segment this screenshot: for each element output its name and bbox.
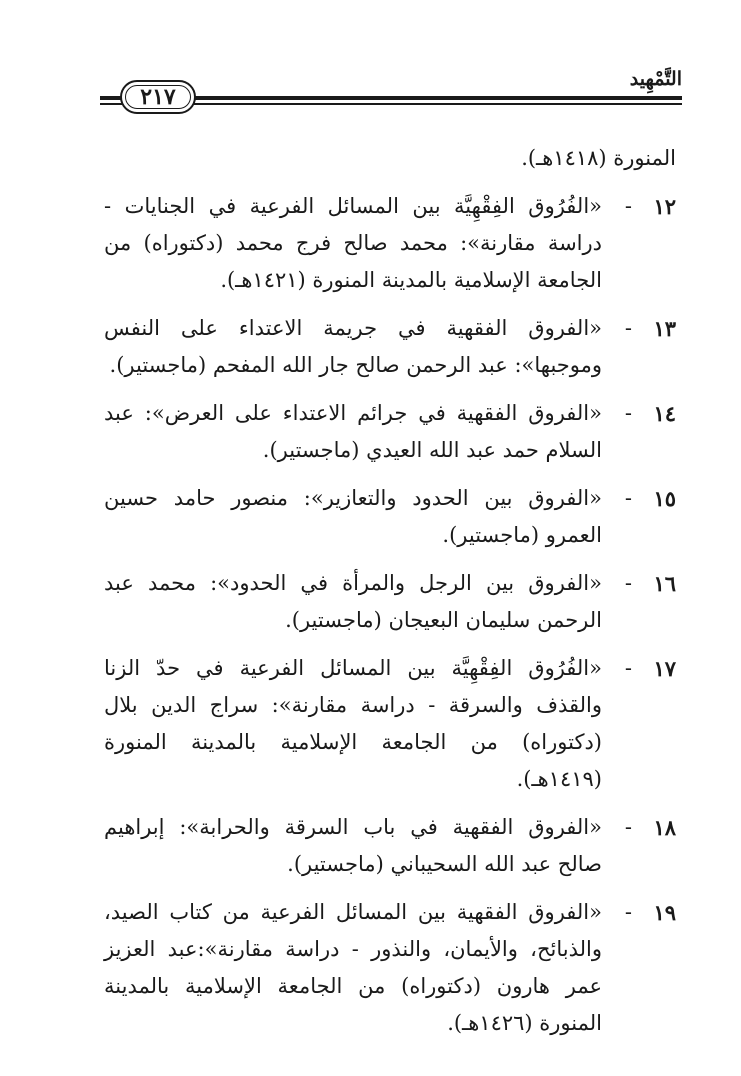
list-item-17 (104, 650, 676, 798)
list-item-12 (104, 188, 676, 299)
list-item-text: «الفروق الفقهية بين المسائل الفرعية من كتاب الصيد، والذبائح، والأيمان، والنذور - دراسة مقارنة»:عبد العزيز عمر هارون (دكتوراه) من الجامعة الإسلامية بالمدينة المنورة (١٤٢٦هـ). (104, 900, 602, 1035)
list-item-text: «الفُرُوق الفِقْهِيَّة بين المسائل الفرعية في الجنايات - دراسة مقارنة»: محمد صالح فرج محمد (دكتوراه) من الجامعة الإسلامية بالمدينة المنورة (١٤٢١هـ). (104, 194, 602, 292)
list-item-dash: - (624, 401, 632, 425)
list-item-15 (104, 480, 676, 554)
list-item-dash: - (624, 656, 632, 680)
list-item-19 (104, 894, 676, 1042)
list-item-14 (104, 395, 676, 469)
list-item-dash: - (624, 900, 632, 924)
list-item-dash: - (624, 316, 632, 340)
list-item-number: ١٣ (653, 316, 676, 341)
list-item-text: «الفُرُوق الفِقْهِيَّة بين المسائل الفرعية في حدّ الزنا والقذف والسرقة - دراسة مقارنة»: سراج الدين بلال (دكتوراه) من الجامعة الإسلامية بالمدينة المنورة (١٤١٩هـ). (104, 656, 602, 791)
page-number: ٢١٧ (140, 84, 176, 110)
list-item-18 (104, 809, 676, 883)
continued-entry (104, 140, 676, 177)
list-item-dash: - (624, 486, 632, 510)
list-item-number: ١٦ (653, 571, 676, 596)
list-item-number: ١٥ (653, 486, 676, 511)
list-item-dash: - (624, 194, 632, 218)
list-item-number: ١٢ (653, 194, 676, 219)
chapter-title: التَّمْهِيد (629, 68, 682, 90)
list-item-text: «الفروق الفقهية في باب السرقة والحرابة»: إبراهيم صالح عبد الله السحيباني (ماجستير). (104, 815, 602, 876)
page-header (100, 62, 682, 120)
list-item-text: «الفروق بين الحدود والتعازير»: منصور حامد حسين العمرو (ماجستير). (104, 486, 602, 547)
list-item-number: ١٤ (653, 401, 676, 426)
list-item-number: ١٧ (653, 656, 676, 681)
list-item-text: «الفروق بين الرجل والمرأة في الحدود»: محمد عبد الرحمن سليمان البعيجان (ماجستير). (104, 571, 602, 632)
page-number-frame (120, 80, 196, 114)
list-item-text: «الفروق الفقهية في جريمة الاعتداء على النفس وموجبها»: عبد الرحمن صالح جار الله المفحم (ماجستير). (104, 316, 602, 377)
list-item-number: ١٩ (653, 900, 676, 925)
continued-entry-text: المنورة (١٤١٨هـ). (521, 146, 676, 170)
list-item-13 (104, 310, 676, 384)
list-item-text: «الفروق الفقهية في جرائم الاعتداء على العرض»: عبد السلام حمد عبد الله العيدي (ماجستير). (104, 401, 602, 462)
list-item-dash: - (624, 815, 632, 839)
list-item-dash: - (624, 571, 632, 595)
page-body (104, 140, 676, 1053)
list-item-16 (104, 565, 676, 639)
list-item-number: ١٨ (653, 815, 676, 840)
